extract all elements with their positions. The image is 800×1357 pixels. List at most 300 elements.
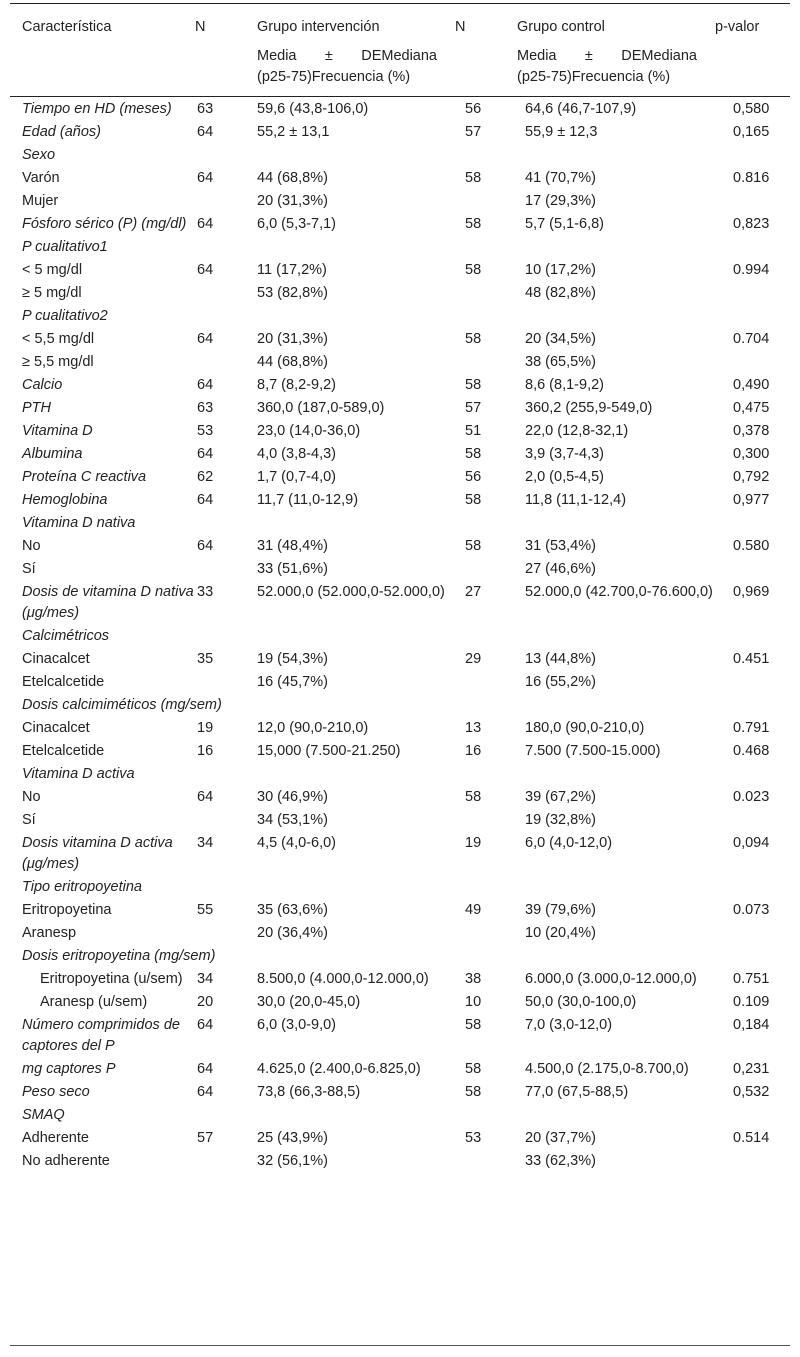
data-table [10,98,800,1173]
intervention-value: 6,0 (3,0-9,0) [257,1017,336,1033]
table-row [10,282,800,305]
n-intervention: 34 [197,835,214,851]
intervention-value: 30 (46,9%) [257,789,328,805]
n-intervention [197,809,257,832]
table-row [10,625,800,648]
data-table-body [10,98,800,1173]
p-value [733,512,800,535]
row-label: Tipo eritropoyetina [22,879,142,895]
intervention-value: 8,7 (8,2-9,2) [257,377,336,393]
table-row [10,717,800,740]
header-bottom-rule [10,96,790,97]
p-value: 0,094 [733,835,770,851]
n-intervention: 63 [197,101,214,117]
row-label: No adherente [22,1153,110,1169]
control-value: 22,0 (12,8-32,1) [525,423,629,439]
p-value: 0.023 [733,789,770,805]
row-label: ≥ 5,5 mg/dl [22,354,94,370]
p-value [733,351,800,374]
intervention-value: 44 (68,8%) [257,354,328,370]
intervention-value [257,763,465,786]
control-value: 5,7 (5,1-6,8) [525,216,604,232]
control-value: 8,6 (8,1-9,2) [525,377,604,393]
p-value: 0.580 [733,538,770,554]
table-row [10,167,800,190]
n-intervention: 64 [197,1061,214,1077]
p-value: 0,300 [733,446,770,462]
table-row [10,328,800,351]
intervention-value: 32 (56,1%) [257,1153,328,1169]
control-value: 39 (67,2%) [525,789,596,805]
row-label: P cualitativo1 [22,239,108,255]
n-control: 51 [465,423,482,439]
n-control [465,671,525,694]
n-intervention [197,1150,257,1173]
n-control [465,625,525,648]
row-label: No [22,538,41,554]
p-value [733,763,800,786]
n-intervention: 64 [197,377,214,393]
p-value [733,876,800,899]
intervention-value: 8.500,0 (4.000,0-12.000,0) [257,971,429,987]
control-value [525,945,733,968]
control-value: 7,0 (3,0-12,0) [525,1017,613,1033]
header-intervention-group: Grupo intervención [257,19,380,35]
control-value [525,625,733,648]
n-intervention: 64 [197,446,214,462]
row-label: < 5 mg/dl [22,262,83,278]
n-control [465,282,525,305]
n-intervention: 64 [197,492,214,508]
table-row [10,899,800,922]
table-row [10,443,800,466]
p-value [733,144,800,167]
n-control: 58 [465,492,482,508]
header-characteristic: Característica [22,19,112,35]
p-value: 0,977 [733,492,770,508]
n-control: 13 [465,720,482,736]
n-intervention [197,305,257,328]
row-label: Dosis calcimiméticos (mg/sem) [22,697,222,713]
control-value: 13 (44,8%) [525,651,596,667]
header-intervention-stat-line1: Media ± DEMediana [257,48,437,64]
n-control [465,144,525,167]
n-control: 58 [465,331,482,347]
n-control [465,512,525,535]
row-label: mg captores P [22,1061,116,1077]
row-label: Dosis vitamina D activa (μg/mes) [22,835,173,872]
row-label: Vitamina D [22,423,93,439]
p-value: 0.791 [733,720,770,736]
header-control-stat-line2: (p25-75)Frecuencia (%) [517,69,671,85]
row-label: No [22,789,41,805]
row-label: Albumina [22,446,83,462]
table-row [10,98,800,121]
n-control: 56 [465,469,482,485]
p-value [733,625,800,648]
table-header [0,8,800,94]
n-intervention: 64 [197,216,214,232]
table-row [10,213,800,236]
n-control [465,1150,525,1173]
control-value [525,305,733,328]
control-value: 20 (34,5%) [525,331,596,347]
intervention-value: 4,0 (3,8-4,3) [257,446,336,462]
n-control [465,351,525,374]
control-value: 31 (53,4%) [525,538,596,554]
n-control: 10 [465,994,482,1010]
control-value: 64,6 (46,7-107,9) [525,101,637,117]
control-value: 6.000,0 (3.000,0-12.000,0) [525,971,697,987]
row-label: SMAQ [22,1107,65,1123]
n-intervention [197,144,257,167]
n-control [465,763,525,786]
control-value: 11,8 (11,1-12,4) [525,492,627,508]
table-row [10,876,800,899]
n-control: 58 [465,377,482,393]
control-value: 27 (46,6%) [525,561,596,577]
intervention-value: 20 (31,3%) [257,331,328,347]
p-value: 0.514 [733,1130,770,1146]
intervention-value: 31 (48,4%) [257,538,328,554]
control-value: 6,0 (4,0-12,0) [525,835,613,851]
intervention-value [257,876,465,899]
n-intervention: 53 [197,423,214,439]
n-control [465,922,525,945]
n-control: 58 [465,170,482,186]
intervention-value: 6,0 (5,3-7,1) [257,216,336,232]
n-control: 57 [465,124,482,140]
table-row [10,809,800,832]
n-control [465,876,525,899]
n-control [465,236,525,259]
n-intervention: 55 [197,902,214,918]
n-intervention: 57 [197,1130,214,1146]
row-label: Sí [22,812,36,828]
control-value: 7.500 (7.500-15.000) [525,743,661,759]
header-n-intervention: N [195,19,206,35]
p-value: 0,165 [733,124,770,140]
control-value: 20 (37,7%) [525,1130,596,1146]
n-intervention [197,512,257,535]
n-control: 58 [465,1084,482,1100]
n-intervention [197,671,257,694]
table-row [10,991,800,1014]
table-row [10,512,800,535]
p-value [733,1104,800,1127]
n-control: 29 [465,651,482,667]
intervention-value [257,1104,465,1127]
table-bottom-rule [10,1345,790,1346]
table-row [10,351,800,374]
intervention-value: 16 (45,7%) [257,674,328,690]
row-label: Etelcalcetide [22,674,105,690]
control-value: 2,0 (0,5-4,5) [525,469,604,485]
n-control [465,694,525,717]
intervention-value [257,305,465,328]
table-top-rule [10,3,790,4]
control-value: 55,9 ± 12,3 [525,124,598,140]
intervention-value [257,236,465,259]
p-value: 0,580 [733,101,770,117]
p-value: 0,792 [733,469,770,485]
table-row [10,190,800,213]
control-value: 38 (65,5%) [525,354,596,370]
intervention-value: 12,0 (90,0-210,0) [257,720,369,736]
control-value: 33 (62,3%) [525,1153,596,1169]
table-row [10,786,800,809]
p-value [733,305,800,328]
p-value [733,694,800,717]
n-intervention: 64 [197,538,214,554]
intervention-value: 52.000,0 (52.000,0-52.000,0) [257,584,445,600]
intervention-value: 11,7 (11,0-12,9) [257,492,359,508]
intervention-value: 55,2 ± 13,1 [257,124,330,140]
control-value: 39 (79,6%) [525,902,596,918]
intervention-value: 44 (68,8%) [257,170,328,186]
n-intervention [197,1104,257,1127]
intervention-value: 20 (36,4%) [257,925,328,941]
table-row [10,763,800,786]
table-row [10,535,800,558]
row-label: Eritropoyetina (u/sem) [40,971,183,987]
p-value: 0,231 [733,1061,770,1077]
n-intervention: 64 [197,331,214,347]
table-row [10,1014,800,1058]
n-intervention [197,236,257,259]
row-label: Calcio [22,377,63,393]
intervention-value: 20 (31,3%) [257,193,328,209]
p-value: 0.816 [733,170,770,186]
intervention-value: 1,7 (0,7-4,0) [257,469,336,485]
control-value: 41 (70,7%) [525,170,596,186]
table-row [10,968,800,991]
intervention-value: 33 (51,6%) [257,561,328,577]
p-value: 0.451 [733,651,770,667]
control-value: 10 (17,2%) [525,262,596,278]
n-intervention: 64 [197,170,214,186]
table-row [10,489,800,512]
table-row [10,305,800,328]
n-control [465,558,525,581]
header-control-stat-line1: Media ± DEMediana [517,48,697,64]
n-intervention: 35 [197,651,214,667]
n-control [465,305,525,328]
row-label: Calcimétricos [22,628,110,644]
table-row [10,236,800,259]
p-value: 0,490 [733,377,770,393]
control-value [525,876,733,899]
n-control: 56 [465,101,482,117]
table-row [10,466,800,489]
row-label: < 5,5 mg/dl [22,331,95,347]
n-intervention [197,190,257,213]
control-value: 50,0 (30,0-100,0) [525,994,637,1010]
row-label: Dosis de vitamina D nativa (μg/mes) [22,584,194,621]
row-label: Dosis eritropoyetina (mg/sem) [22,948,216,964]
header-intervention-stat-line2: (p25-75)Frecuencia (%) [257,69,411,85]
p-value [733,922,800,945]
p-value: 0.751 [733,971,770,987]
table-row [10,1058,800,1081]
table-row [10,558,800,581]
row-label: Edad (años) [22,124,101,140]
control-value: 52.000,0 (42.700,0-76.600,0) [525,584,713,600]
p-value: 0,378 [733,423,770,439]
control-value [525,1104,733,1127]
control-value: 19 (32,8%) [525,812,596,828]
table-row [10,144,800,167]
header-control-group: Grupo control [517,19,605,35]
n-intervention: 64 [197,124,214,140]
n-intervention: 63 [197,400,214,416]
n-control: 16 [465,743,482,759]
n-intervention: 64 [197,1084,214,1100]
row-label: Cinacalcet [22,720,90,736]
n-control: 58 [465,538,482,554]
row-label: Fósforo sérico (P) (mg/dl) [22,216,187,232]
control-value [525,236,733,259]
row-label: Peso seco [22,1084,90,1100]
table-row [10,259,800,282]
row-label: Vitamina D nativa [22,515,136,531]
n-control: 58 [465,446,482,462]
control-value [525,512,733,535]
table-row [10,922,800,945]
control-value: 16 (55,2%) [525,674,596,690]
n-intervention [197,876,257,899]
intervention-value: 11 (17,2%) [257,262,327,278]
p-value [733,282,800,305]
intervention-value: 4.625,0 (2.400,0-6.825,0) [257,1061,421,1077]
p-value [733,809,800,832]
intervention-value: 25 (43,9%) [257,1130,328,1146]
n-intervention: 19 [197,720,214,736]
n-intervention [197,282,257,305]
intervention-value: 53 (82,8%) [257,285,328,301]
n-intervention [197,351,257,374]
row-label: Tiempo en HD (meses) [22,101,172,117]
n-intervention: 34 [197,971,214,987]
p-value [733,671,800,694]
n-intervention [197,763,257,786]
p-value: 0,823 [733,216,770,232]
control-value: 48 (82,8%) [525,285,596,301]
table-row [10,1104,800,1127]
n-control [465,190,525,213]
row-label: P cualitativo2 [22,308,108,324]
row-label: Aranesp (u/sem) [40,994,148,1010]
control-value: 180,0 (90,0-210,0) [525,720,645,736]
control-value [525,763,733,786]
intervention-value: 30,0 (20,0-45,0) [257,994,361,1010]
n-control [465,1104,525,1127]
table-row [10,1150,800,1173]
header-p-value: p-valor [715,19,760,35]
table-row [10,121,800,144]
p-value: 0,184 [733,1017,770,1033]
control-value [525,144,733,167]
table-row [10,397,800,420]
n-control: 19 [465,835,482,851]
n-control: 58 [465,789,482,805]
row-label: Mujer [22,193,59,209]
p-value [733,945,800,968]
intervention-value: 360,0 (187,0-589,0) [257,400,385,416]
p-value [733,1150,800,1173]
n-intervention: 16 [197,743,214,759]
p-value: 0,532 [733,1084,770,1100]
p-value: 0.994 [733,262,770,278]
n-intervention: 33 [197,584,214,600]
intervention-value: 19 (54,3%) [257,651,328,667]
n-control: 57 [465,400,482,416]
row-label: Proteína C reactiva [22,469,147,485]
control-value: 10 (20,4%) [525,925,596,941]
row-label: Aranesp [22,925,77,941]
control-value: 360,2 (255,9-549,0) [525,400,653,416]
row-label: Número comprimidos de captores del P [22,1017,180,1054]
p-value [733,558,800,581]
p-value [733,236,800,259]
p-value: 0.073 [733,902,770,918]
intervention-value [257,144,465,167]
control-value: 4.500,0 (2.175,0-8.700,0) [525,1061,689,1077]
intervention-value [257,512,465,535]
row-label: Eritropoyetina [22,902,112,918]
control-value: 17 (29,3%) [525,193,596,209]
n-control [465,945,525,968]
row-label: Adherente [22,1130,89,1146]
row-label: Varón [22,170,60,186]
intervention-value: 4,5 (4,0-6,0) [257,835,336,851]
n-intervention: 64 [197,1017,214,1033]
header-n-control: N [455,19,466,35]
p-value: 0.704 [733,331,770,347]
intervention-value: 59,6 (43,8-106,0) [257,101,369,117]
n-intervention: 62 [197,469,214,485]
table-row [10,945,800,968]
n-control: 38 [465,971,482,987]
p-value: 0.468 [733,743,770,759]
table-row [10,671,800,694]
p-value: 0.109 [733,994,770,1010]
row-label: Vitamina D activa [22,766,135,782]
row-label: PTH [22,400,51,416]
n-control: 58 [465,1061,482,1077]
n-control: 58 [465,216,482,232]
n-intervention: 20 [197,994,214,1010]
n-control: 49 [465,902,482,918]
n-control: 53 [465,1130,482,1146]
control-value [525,694,733,717]
n-control: 58 [465,262,482,278]
table-row [10,1081,800,1104]
table-row [10,581,800,625]
intervention-value: 34 (53,1%) [257,812,328,828]
row-label: Sí [22,561,36,577]
n-intervention [197,922,257,945]
n-intervention [197,558,257,581]
control-value: 3,9 (3,7-4,3) [525,446,604,462]
p-value: 0,969 [733,584,770,600]
row-label: Hemoglobina [22,492,108,508]
row-label: ≥ 5 mg/dl [22,285,82,301]
n-control: 58 [465,1017,482,1033]
table-row [10,694,800,717]
p-value: 0,475 [733,400,770,416]
n-control [465,809,525,832]
